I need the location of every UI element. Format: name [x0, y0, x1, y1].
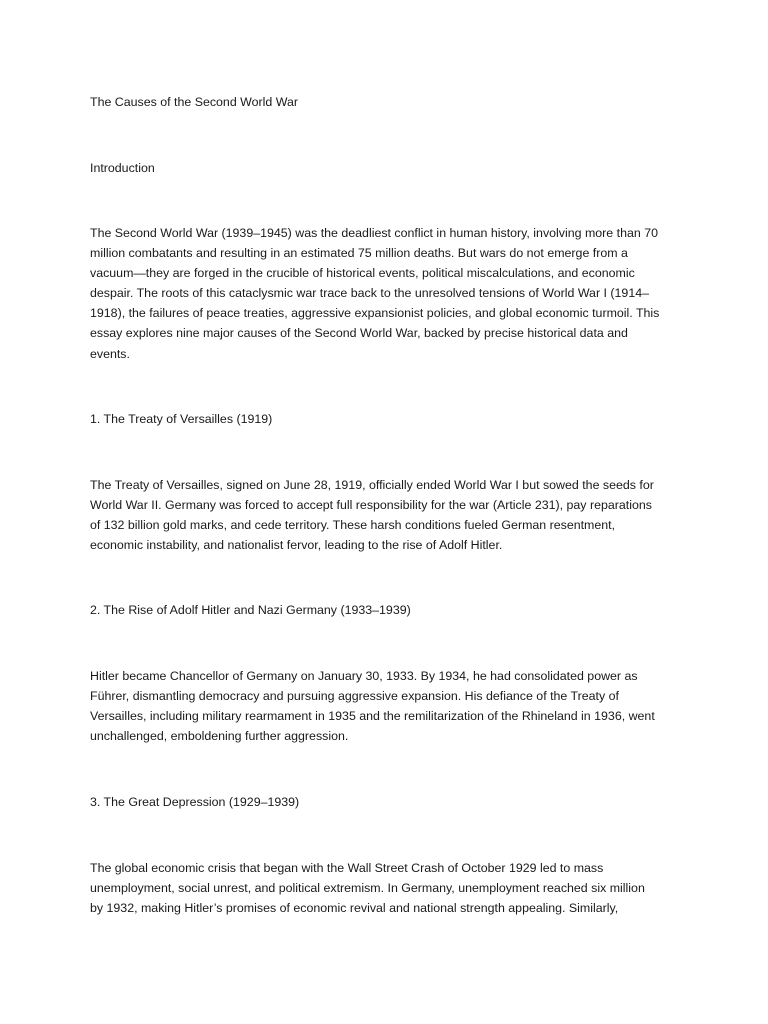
section-body-versailles: The Treaty of Versailles, signed on June 28, 1919, officially ended World War I but sowed the seeds for World War II. Germany was forced to accept full responsibility for the war (Article 231), pay reparations of 132 billion gold marks, and cede territory. These harsh conditions fueled German resentment, economic instability, and nationalist fervor, leading to the rise of Adolf Hitler. — [90, 478, 654, 553]
section-heading-hitler: 2. The Rise of Adolf Hitler and Nazi Germany (1933–1939) — [90, 603, 411, 617]
section-body-hitler: Hitler became Chancellor of Germany on January 30, 1933. By 1934, he had consolidated power as Führer, dismantling democracy and pursuing aggressive expansion. His defiance of the Treaty of Versailles, including military rearmament in 1935 and the remilitarization of the Rhineland in 1936, went unchallenged, emboldening further aggression. — [90, 669, 655, 744]
document-title: The Causes of the Second World War — [90, 95, 298, 109]
section-heading-introduction: Introduction — [90, 161, 155, 175]
section-body-introduction: The Second World War (1939–1945) was the deadliest conflict in human history, involving more than 70 million combatants and resulting in an estimated 75 million deaths. But wars do not emerge from a vacuum—they are forged in the crucible of historical events, political miscalculations, and economic despair. The roots of this cataclysmic war trace back to the unresolved tensions of World War I (1914– 1918), the failures of peace treaties, aggressive expansionist policies, and global economic turmoil. This essay explores nine major causes of the Second World War, backed by precise historical data and events. — [90, 226, 660, 361]
document-page — [90, 0, 690, 1024]
section-heading-depression: 3. The Great Depression (1929–1939) — [90, 795, 300, 809]
section-heading-versailles: 1. The Treaty of Versailles (1919) — [90, 412, 273, 426]
section-body-depression: The global economic crisis that began with the Wall Street Crash of October 1929 led to mass unemployment, social unrest, and political extremism. In Germany, unemployment reached six million by 1932, making Hitler’s promises of economic revival and national strength appealing. Similarly, — [90, 861, 645, 916]
